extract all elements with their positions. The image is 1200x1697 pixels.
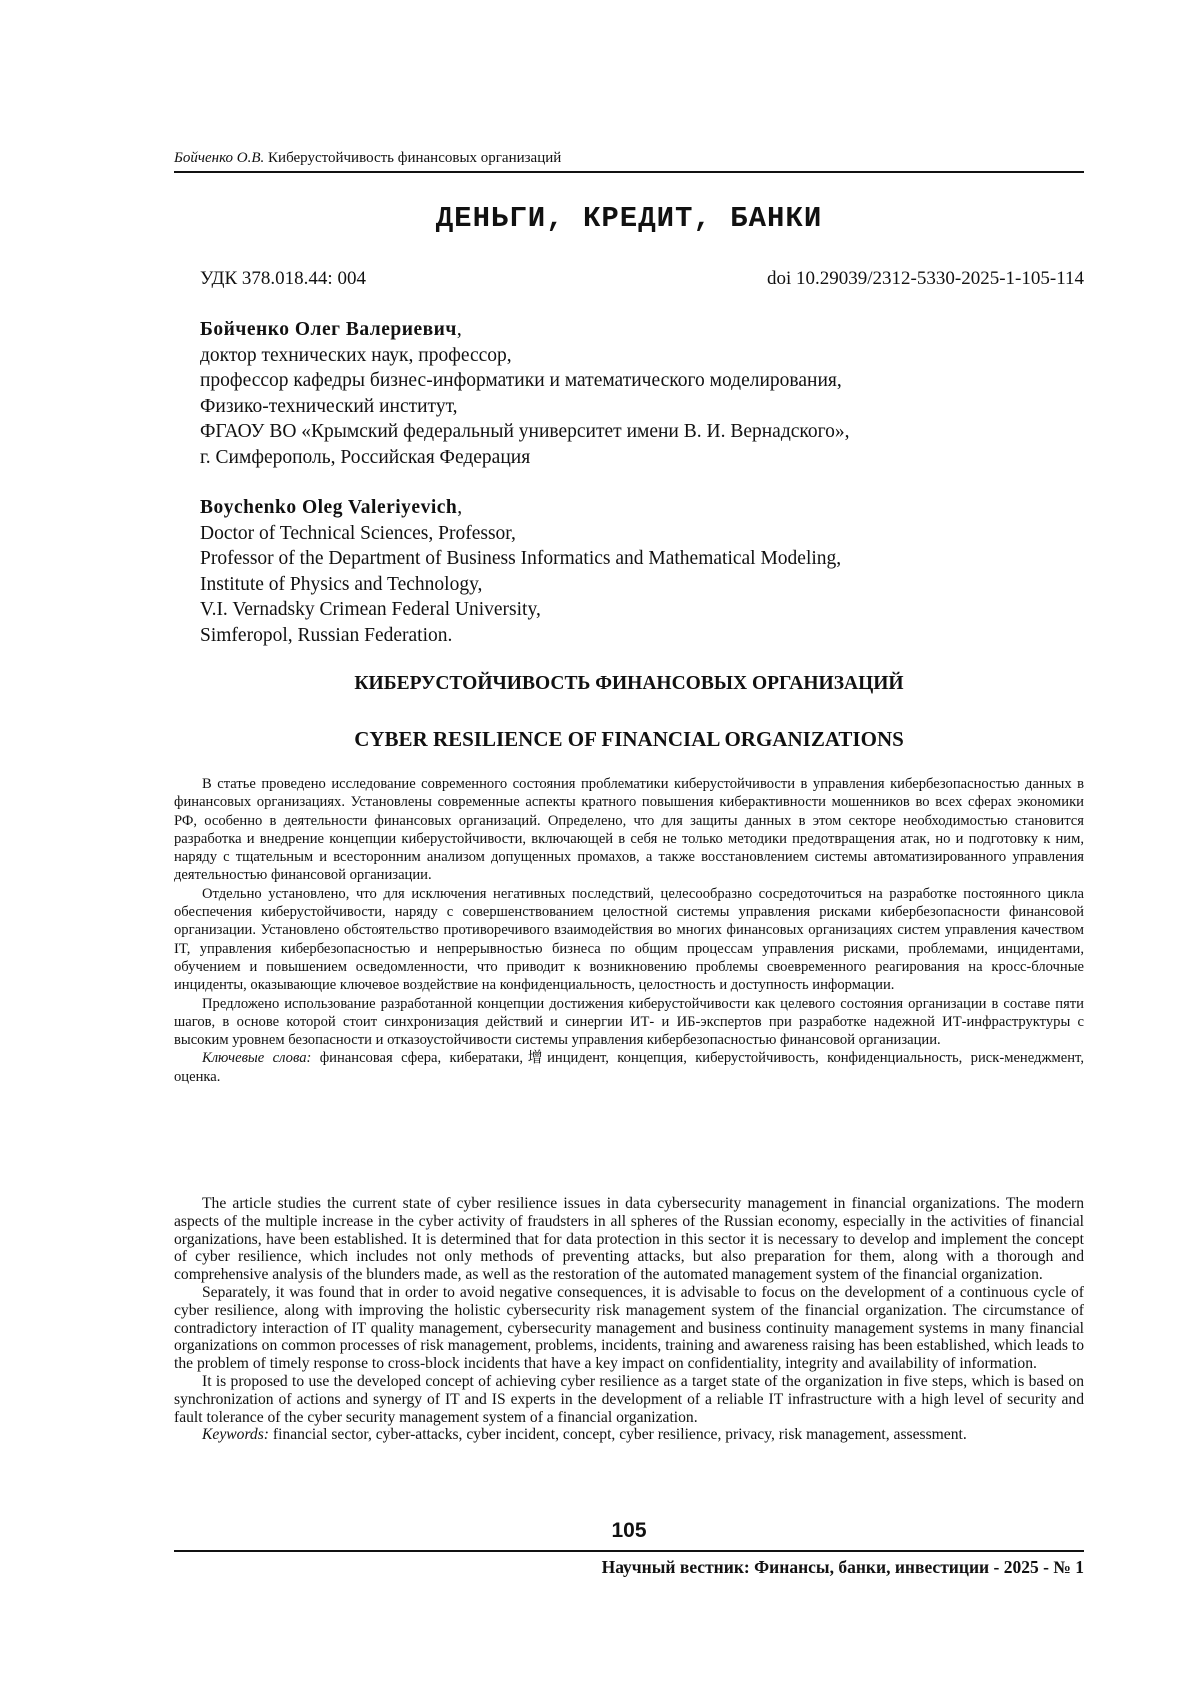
keywords-en-label: Keywords: bbox=[202, 1426, 269, 1444]
abstract-en-paragraph: The article studies the current state of cyber resilience issues in data cybersecurity management in financial organizations. The modern aspects of the multiple increase in the cyber activity of fraudsters in all spheres of the Russian economy, especially in the activities of financial organizations, have been established. It is determined that for data protection in this sector it is necessary to develop and implement the concept of cyber resilience, which includes not only methods of preventing attacks, but also preparation for them, along with a thorough and comprehensive analysis of the blunders made, as well as the restoration of the automated management system of the financial organization. bbox=[174, 1195, 1084, 1284]
keywords-en bbox=[174, 1426, 1084, 1444]
footer-divider bbox=[174, 1550, 1084, 1552]
page-number: 105 bbox=[611, 1519, 647, 1542]
running-head bbox=[174, 150, 1084, 173]
abstract-ru-paragraph: В статье проведено исследование современного состояния проблематики киберустойчивости в управления кибербезопасностью данных в финансовых организациях. Установлены современные аспекты кратного повышения киберактивности мошенников во всех сферах экономики РФ, особенно в деятельности финансовых организаций. Определено, что для защиты данных в этом секторе необходимостью становится разработка и внедрение концепции киберустойчивости, включающей в себя не только методики предотвращения атак, но и подготовку к ним, наряду с тщательным и всесторонним анализом допущенных промахов, а также восстановлением системы автоматизированного управления деятельностью финансовой организации. bbox=[174, 776, 1084, 884]
author-name-ru: Бойченко Олег Валериевич bbox=[200, 319, 457, 340]
identifiers-row bbox=[200, 268, 1084, 290]
keywords-ru-text: финансовая сфера, кибератаки,增инцидент, концепция, киберустойчивость, конфиденциальность, риск-менеджмент, оценка. bbox=[174, 1050, 1084, 1085]
author-city-en: Simferopol, Russian Federation. bbox=[200, 624, 453, 646]
abstract-en-paragraph: It is proposed to use the developed concept of achieving cyber resilience as a target state of the organization in five steps, which is based on synchronization of actions and synergy of IT and IS experts in the development of a reliable IT infrastructure with a high level of security and fault tolerance of the cyber security management system of a financial organization. bbox=[174, 1372, 1084, 1426]
doi: doi 10.29039/2312-5330-2025-1-105-114 bbox=[767, 268, 1084, 289]
udk-code: УДК 378.018.44: 004 bbox=[200, 268, 366, 289]
author-info-ru: Бойченко Олег Валериевич, доктор технических наук, профессор, профессор кафедры бизнес-информатики и математического моделирования, Физико-технический институт, ФГАОУ ВО «Крымский федеральный университет имени В. И. Вернадского», г. Симферополь, Российская Федерация bbox=[200, 317, 1084, 470]
author-degree-ru: доктор технических наук, профессор, bbox=[200, 344, 512, 366]
abstract-ru-paragraph: Предложено использование разработанной концепции достижения киберустойчивости как целевого состояния организации в составе пяти шагов, в основе которой стоит синхронизация действий и синергии ИТ- и ИБ-экспертов при разработке надежной ИТ-инфраструктуры с высоким уровнем безопасности и отказоустойчивости системы управления кибербезопасностью финансовой организации. bbox=[174, 995, 1084, 1049]
keywords-en-text: financial sector, cyber-attacks, cyber incident, concept, cyber resilience, privacy, risk management, assessment. bbox=[272, 1426, 967, 1444]
section-title: ДЕНЬГИ, КРЕДИТ, БАНКИ bbox=[435, 202, 823, 235]
abstract-ru-paragraph: Отдельно установлено, что для исключения негативных последствий, целесообразно сосредоточиться на разработке постоянного цикла обеспечения киберустойчивости, наряду с совершенствованием целостной системы управления рисками кибербезопасности финансовой организации. Установлено обстоятельство противоречивого взаимодействия во многих финансовых организациях систем управления качеством IT, управления кибербезопасностью и непрерывностью бизнеса по общим процессам управления рисками, проблемами, инцидентами, обучением и повышением осведомленности, что приводит к возникновению проблемы своевременного реагирования на кросс-блочные инциденты, оказывающие ключевое воздействие на конфиденциальность, целостность и доступность информации. bbox=[174, 885, 1084, 994]
keywords-ru bbox=[174, 1049, 1084, 1086]
abstract-en-paragraph: Separately, it was found that in order to avoid negative consequences, it is advisable to focus on the development of a continuous cycle of cyber resilience, along with improving the holistic cybersecurity risk management system of the financial organization. The circumstance of contradictory interaction of IT quality management, cybersecurity management and business continuity management systems in many financial organizations on common processes of risk management, problems, incidents, training and awareness raising has been established, which leads to the problem of timely response to cross-block incidents that have a key impact on confidentiality, integrity and availability of information. bbox=[174, 1283, 1084, 1373]
author-institute-ru: Физико-технический институт, bbox=[200, 395, 458, 417]
article-title-en: CYBER RESILIENCE OF FINANCIAL ORGANIZATIONS bbox=[354, 727, 904, 751]
author-degree-en: Doctor of Technical Sciences, Professor, bbox=[200, 522, 516, 544]
author-university-en: V.I. Vernadsky Crimean Federal University, bbox=[200, 599, 541, 620]
author-city-ru: г. Симферополь, Российская Федерация bbox=[200, 446, 531, 468]
author-position-ru: профессор кафедры бизнес-информатики и математического моделирования, bbox=[200, 370, 842, 391]
author-university-ru: ФГАОУ ВО «Крымский федеральный университет имени В. И. Вернадского», bbox=[200, 421, 850, 442]
abstract-ru bbox=[174, 775, 1084, 1086]
journal-name: Научный вестник: Финансы, банки, инвестиции - 2025 - № 1 bbox=[601, 1557, 1084, 1577]
keywords-ru-label: Ключевые слова: bbox=[202, 1050, 312, 1067]
author-info-en: Boychenko Oleg Valeriyevich, Doctor of Technical Sciences, Professor, Professor of the Department of Business Informatics and Mathematical Modeling, Institute of Physics and Technology, V.I. Vernadsky Crimean Federal University, Simferopol, Russian Federation. bbox=[200, 495, 1084, 648]
author-position-en: Professor of the Department of Business Informatics and Mathematical Modeling, bbox=[200, 548, 842, 569]
author-institute-en: Institute of Physics and Technology, bbox=[200, 573, 483, 595]
abstract-en bbox=[174, 1195, 1084, 1444]
running-head-title: Киберустойчивость финансовых организаций bbox=[268, 150, 562, 166]
running-head-author: Бойченко О.В. bbox=[174, 150, 265, 166]
author-name-en: Boychenko Oleg Valeriyevich bbox=[200, 497, 458, 518]
article-title-ru: КИБЕРУСТОЙЧИВОСТЬ ФИНАНСОВЫХ ОРГАНИЗАЦИЙ bbox=[354, 673, 904, 694]
